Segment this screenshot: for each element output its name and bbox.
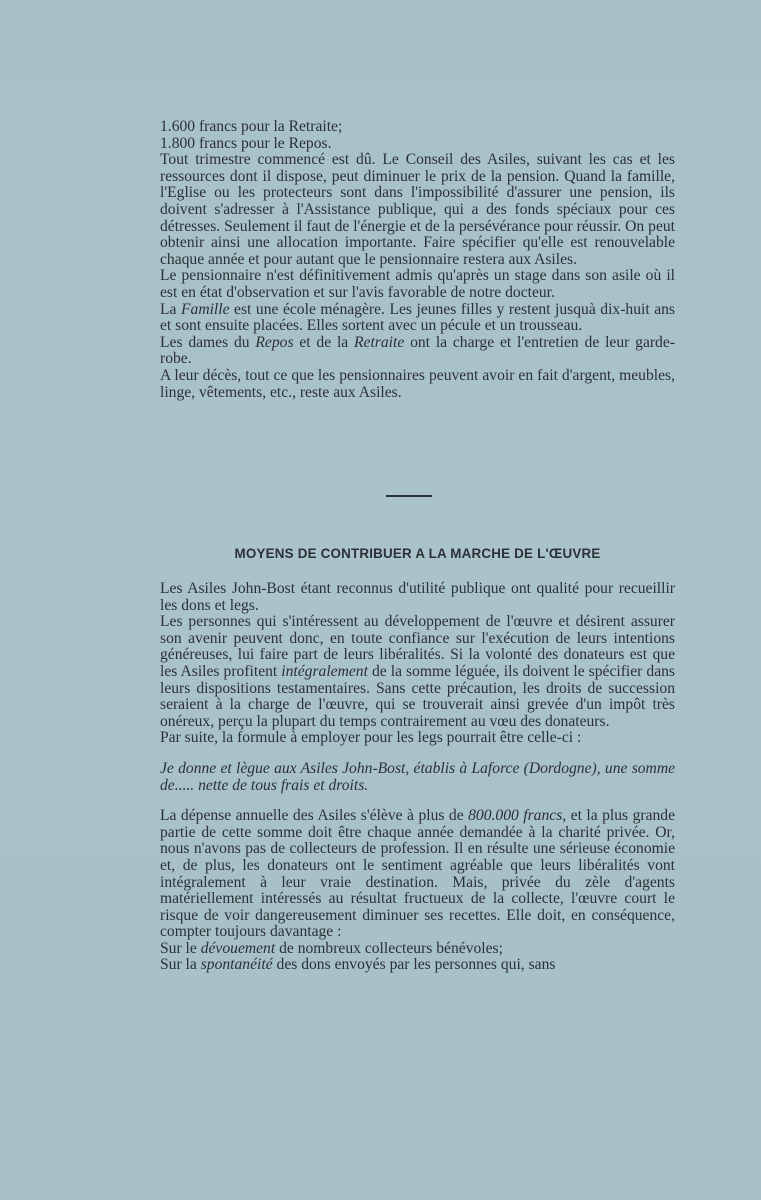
text-run: ont la charge et l'entretien de leur garde-robe. [160,333,675,368]
text-run: et de la [293,333,355,351]
paragraph-utilite-publique: Les Asiles John-Bost étant reconnus d'utilité publique ont qualité pour recueillir les dons et legs. [160,580,675,614]
text-run: , et la plus grande partie de cette somme doit être chaque année demandée à la charité privée. Or, nous n'avons pas de collecteurs de profession. Il en résulte une sérieuse économie et, de plus, les donateurs ont le sentiment agréable que leurs libéralités vont intégralement à leur vraie destination. Mais, privée du zèle d'agents matériellement intéressés au résultat fructueux de la collecte, l'œuvre court le risque de voir dangereusement diminuer ses recettes. Elle doit, en conséquence, compter toujours davantage : [160,807,676,941]
text-run: de nombreux collecteurs bénévoles; [275,939,503,957]
text-run: de la somme léguée, ils doivent le spécifier dans leurs dispositions testamentaires. Sans cette précaution, les droits de succession seraient à la charge de l'œuvre, qui se trouverait ainsi grevée d'un impôt très onéreux, perçu la plupart du temps contrairement au vœu des donateurs. [160,662,675,730]
paragraph-famille [160,302,675,335]
emphasis-famille: Famille [181,300,230,318]
emphasis-devouement: dévouement [200,939,276,957]
price-line-repos: 1.800 francs pour le Repos. [160,134,332,152]
paragraph-liberalites [160,614,675,730]
text-run: Les personnes qui s'intéressent au développement de l'œuvre et désirent assurer son avenir peuvent donc, en toute confiance sur l'exécution de leurs intentions généreuses, lui faire part de leurs libéralités. Si la volonté des donateurs est que les Asiles profitent [160,613,675,680]
text-run: des dons envoyés par les personnes qui, sans [272,956,556,974]
paragraph-trimestre: Tout trimestre commencé est dû. Le Conseil des Asiles, suivant les cas et les ressources dont il dispose, peut diminuer le prix de la pension. Quand la famille, l'Eglise ou les protecteurs sont dans l'impossibilité d'assurer une pension, ils doivent s'adresser à l'Assistance publique, qui a des fonds spéciaux pour ces détresses. Seulement il faut de l'énergie et de la persévérance pour réussir. On peut obtenir ainsi une allocation importante. Faire spécifier qu'elle est renouvelable chaque année et pour autant que le pensionnaire restera aux Asiles. [160,151,675,268]
text-run: Sur la [160,956,201,974]
text-run: La [160,300,181,318]
pension-section [160,119,675,401]
section-heading: MOYENS DE CONTRIBUER A LA MARCHE DE L'ŒUVRE [234,546,601,561]
paragraph-devouement [160,941,675,958]
emphasis-amount: 800.000 francs [468,807,563,825]
paragraph-stage: Le pensionnaire n'est définitivement admis qu'après un stage dans son asile où il est en état d'observation et sur l'avis favorable de notre docteur. [160,267,675,301]
emphasis-integralement: intégralement [281,662,368,680]
paragraph-depense [160,808,675,941]
price-line-retraite: 1.600 francs pour la Retraite; [160,118,343,135]
paragraph-garde-robe [160,335,675,368]
paragraph-formule: Par suite, la formule à employer pour les legs pourrait être celle-ci : [160,729,582,747]
text-run: Les dames du [160,333,256,351]
paragraph-spontaneite [160,957,675,974]
contribution-section [160,581,675,974]
paragraph-deces: A leur décès, tout ce que les pensionnaires peuvent avoir en fait d'argent, meubles, linge, vêtements, etc., reste aux Asiles. [160,366,675,401]
text-run: La dépense annuelle des Asiles s'élève à plus de [160,807,469,825]
section-divider [386,495,432,497]
emphasis-retraite: Retraite [354,333,405,351]
text-run: Sur le [160,939,201,957]
text-run: est une école ménagère. Les jeunes filles y restent jusquà dix-huit ans et sont ensuite placées. Elles sortent avec un pécule et un trousseau. [160,300,675,335]
emphasis-spontaneite: spontanéité [200,956,273,974]
emphasis-repos: Repos [255,333,294,351]
legacy-formula: Je donne et lègue aux Asiles John-Bost, établis à Laforce (Dordogne), une somme de..... nette de tous frais et droits. [160,759,675,794]
